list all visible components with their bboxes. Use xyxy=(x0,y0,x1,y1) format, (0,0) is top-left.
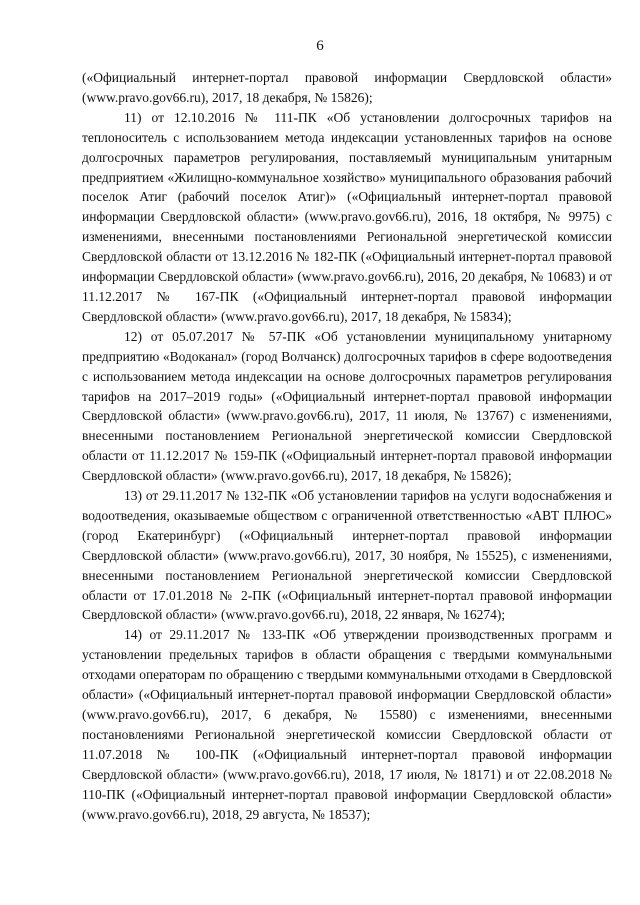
paragraph-item-13: 13) от 29.11.2017 № 132-ПК «Об установлении тарифов на услуги водоснабжения и водоотведения, оказываемые обществом с ограниченной ответственностью «АВТ ПЛЮС» (город Екатеринбург) («Официальный интернет-портал правовой информации Свердловской области» (www.pravo.gov66.ru), 2017, 30 ноября, № 15525), с изменениями, внесенными постановлением Региональной энергетической комиссии Свердловской области от 17.01.2018 № 2-ПК («Официальный интернет-портал правовой информации Свердловской области» (www.pravo.gov66.ru), 2018, 22 января, № 16274); xyxy=(82,488,612,623)
paragraph-continuation: («Официальный интернет-портал правовой информации Свердловской области» (www.pravo.gov66.ru), 2017, 18 декабря, № 15826); xyxy=(82,70,612,105)
paragraph-item-14: 14) от 29.11.2017 № 133-ПК «Об утверждении производственных программ и установлении предельных тарифов в области обращения с твердыми коммунальными отходами операторам по обращению с твердыми коммунальными отходами в Свердловской области» («Официальный интернет-портал правовой информации Свердловской области» (www.pravo.gov66.ru), 2017, 6 декабря, № 15580) с изменениями, внесенными постановлениями Региональной энергетической комиссии Свердловской области от 11.07.2018 № 100-ПК («Официальный интернет-портал правовой информации Свердловской области» (www.pravo.gov66.ru), 2018, 17 июля, № 18171) и от 22.08.2018 № 110-ПК («Официальный интернет-портал правовой информации Свердловской области» (www.pravo.gov66.ru), 2018, 29 августа, № 18537); xyxy=(82,627,612,822)
page-number: 6 xyxy=(316,38,324,54)
paragraph-item-12: 12) от 05.07.2017 № 57-ПК «Об установлении муниципальному унитарному предприятию «Водоканал» (город Волчанск) долгосрочных тарифов в сфере водоотведения с использованием метода индексации на основе долгосрочных параметров регулирования тарифов на 2017–2019 годы» («Официальный интернет-портал правовой информации Свердловской области» (www.pravo.gov66.ru), 2017, 11 июля, № 13767) с изменениями, внесенными постановлением Региональной энергетической комиссии Свердловской области от 11.12.2017 № 159-ПК («Официальный интернет-портал правовой информации Свердловской области» (www.pravo.gov66.ru), 2017, 18 декабря, № 15826); xyxy=(82,328,612,484)
paragraph-item-11: 11) от 12.10.2016 № 111-ПК «Об установлении долгосрочных тарифов на теплоноситель с использованием метода индексации установленных тарифов на основе долгосрочных параметров регулирования, поставляемый муниципальным унитарным предприятием «Жилищно-коммунальное хозяйство» муниципального образования рабочий поселок Атиг (рабочий поселок Атиг)» («Официальный интернет-портал правовой информации Свердловской области» (www.pravo.gov66.ru), 2016, 18 октября, № 9975) с изменениями, внесенными постановлениями Региональной энергетической комиссии Свердловской области от 13.12.2016 № 182-ПК («Официальный интернет-портал правовой информации Свердловской области» (www.pravo.gov66.ru), 2016, 20 декабря, № 10683) и от 11.12.2017 № 167-ПК («Официальный интернет-портал правовой информации Свердловской области» (www.pravo.gov66.ru), 2017, 18 декабря, № 15834); xyxy=(82,109,612,324)
document-body xyxy=(82,68,612,824)
